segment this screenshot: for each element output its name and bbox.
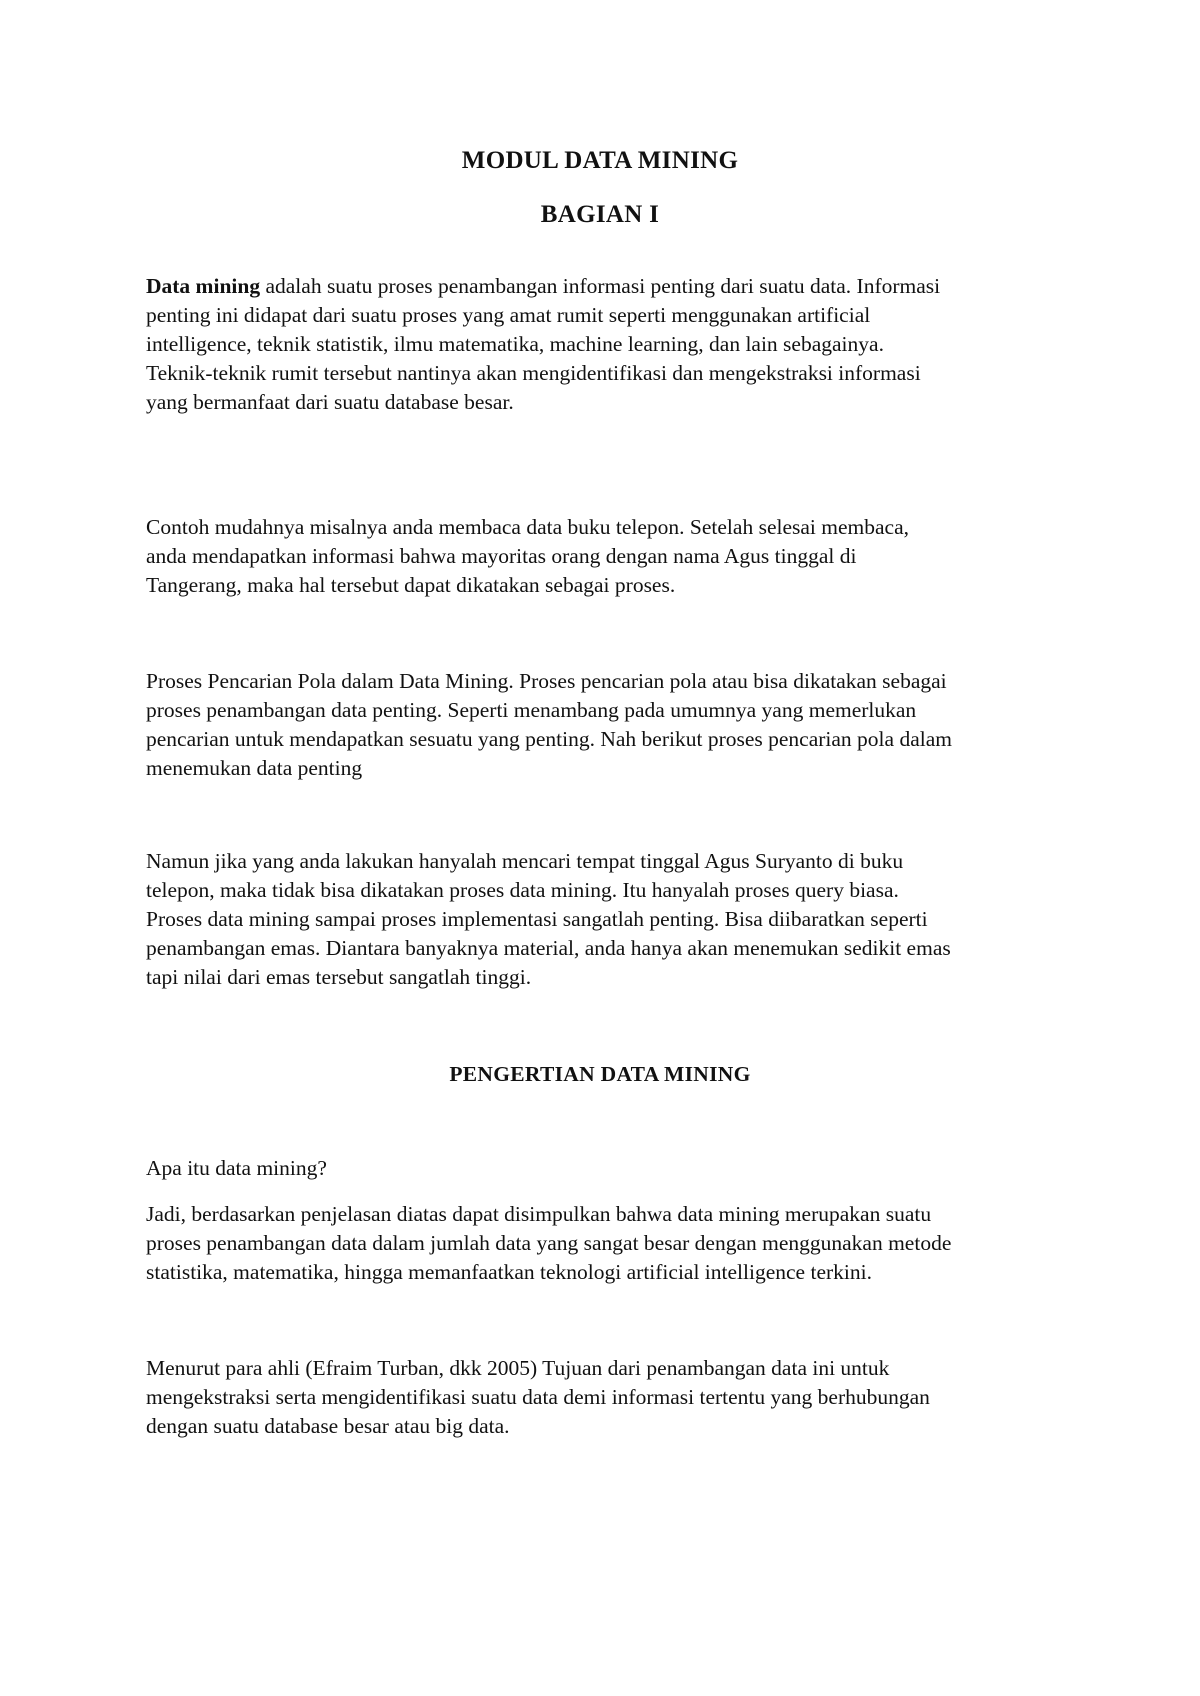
paragraph-line (146, 272, 1076, 301)
paragraph-line: Contoh mudahnya misalnya anda membaca data buku telepon. Setelah selesai membaca, (146, 515, 909, 539)
paragraph-line: statistika, matematika, hingga memanfaatkan teknologi artificial intelligence terkini. (146, 1260, 872, 1284)
paragraph-line: Tangerang, maka hal tersebut dapat dikatakan sebagai proses. (146, 573, 676, 597)
paragraph-line: penambangan emas. Diantara banyaknya material, anda hanya akan menemukan sedikit emas (146, 936, 951, 960)
paragraph-expert-opinion (146, 1354, 1076, 1441)
paragraph-line: proses penambangan data penting. Seperti menambang pada umumnya yang memerlukan (146, 698, 917, 722)
paragraph-line: Teknik-teknik rumit tersebut nantinya akan mengidentifikasi dan mengekstraksi informasi (146, 361, 921, 385)
paragraph-line: dengan suatu database besar atau big data. (146, 1414, 510, 1438)
paragraph-line: pencarian untuk mendapatkan sesuatu yang penting. Nah berikut proses pencarian pola dalam (146, 727, 952, 751)
paragraph-pattern-search (146, 667, 1076, 783)
paragraph-line: tapi nilai dari emas tersebut sangatlah tinggi. (146, 965, 532, 989)
paragraph-line: Proses Pencarian Pola dalam Data Mining. Proses pencarian pola atau bisa dikatakan sebagai (146, 669, 947, 693)
paragraph-definition (146, 272, 1076, 417)
term-bold: Data mining (146, 274, 261, 298)
paragraph-line: yang bermanfaat dari suatu database besar. (146, 390, 514, 414)
paragraph-line: penting ini didapat dari suatu proses yang amat rumit seperti menggunakan artificial (146, 303, 871, 327)
paragraph-line: Namun jika yang anda lakukan hanyalah mencari tempat tinggal Agus Suryanto di buku (146, 849, 904, 873)
paragraph-counterexample (146, 847, 1076, 992)
document-title: MODUL DATA MINING (461, 147, 739, 174)
line-text: adalah suatu proses penambangan informasi penting dari suatu data. Informasi (260, 274, 941, 298)
question-line: Apa itu data mining? (146, 1156, 327, 1180)
paragraph-line: Jadi, berdasarkan penjelasan diatas dapat disimpulkan bahwa data mining merupakan suatu (146, 1202, 932, 1226)
paragraph-line: menemukan data penting (146, 756, 363, 780)
document-subtitle: BAGIAN I (540, 201, 660, 228)
paragraph-line: anda mendapatkan informasi bahwa mayoritas orang dengan nama Agus tinggal di (146, 544, 857, 568)
paragraph-line: Proses data mining sampai proses implementasi sangatlah penting. Bisa diibaratkan seperti (146, 907, 928, 931)
paragraph-line: telepon, maka tidak bisa dikatakan proses data mining. Itu hanyalah proses query biasa. (146, 878, 899, 902)
paragraph-line: Menurut para ahli (Efraim Turban, dkk 2005) Tujuan dari penambangan data ini untuk (146, 1356, 890, 1380)
paragraph-line: intelligence, teknik statistik, ilmu matematika, machine learning, dan lain sebagainya. (146, 332, 884, 356)
paragraph-line: proses penambangan data dalam jumlah data yang sangat besar dengan menggunakan metode (146, 1231, 952, 1255)
paragraph-line: mengekstraksi serta mengidentifikasi suatu data demi informasi tertentu yang berhubungan (146, 1385, 930, 1409)
section-heading: PENGERTIAN DATA MINING (449, 1062, 751, 1086)
paragraph-example (146, 513, 1076, 600)
paragraph-conclusion (146, 1200, 1076, 1287)
